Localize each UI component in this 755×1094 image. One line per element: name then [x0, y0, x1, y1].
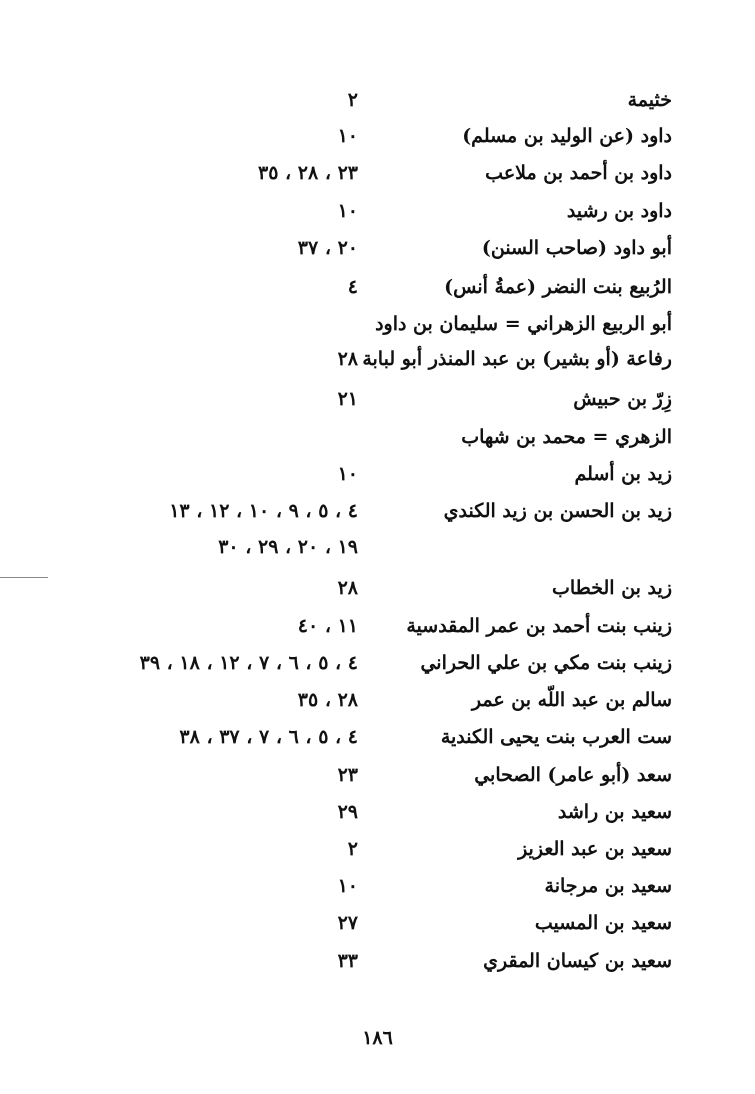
entry-pages: ٢٣: [337, 764, 358, 786]
index-entry: [0, 868, 755, 904]
entry-name: سعيد بن المسيب: [534, 912, 672, 934]
entry-name: أبو داود (صاحب السنن): [481, 237, 672, 259]
entry-name: رفاعة (أو بشير) بن عبد المنذر أبو لبابة: [362, 348, 672, 370]
entry-name: سالم بن عبد اللّه بن عمر: [471, 689, 672, 711]
index-entry-continuation: [0, 529, 755, 565]
entry-pages: ١٠: [337, 125, 358, 147]
entry-pages: ١٩ ، ٢٠ ، ٢٩ ، ٣٠: [218, 536, 358, 558]
entry-name: ست العرب بنت يحيى الكندية: [440, 726, 672, 748]
entry-pages: ٤ ، ٥ ، ٦ ، ٧ ، ٣٧ ، ٣٨: [179, 726, 358, 748]
entry-name: سعد (أبو عامر) الصحابي: [474, 764, 672, 786]
index-entry: [0, 118, 755, 154]
entry-name: خثيمة: [627, 89, 672, 111]
index-entry: [0, 493, 755, 529]
index-entry: [0, 419, 755, 455]
entry-pages: ٤ ، ٥ ، ٦ ، ٧ ، ١٢ ، ١٨ ، ٣٩: [139, 652, 358, 674]
entry-pages: ٤ ، ٥ ، ٩ ، ١٠ ، ١٢ ، ١٣: [169, 500, 358, 522]
index-entry: [0, 905, 755, 941]
entry-pages: ٢١: [337, 388, 358, 410]
entry-pages: ١١ ، ٤٠: [297, 615, 358, 637]
index-entry: [0, 230, 755, 266]
index-entry: [0, 831, 755, 867]
index-entry: [0, 757, 755, 793]
index-entry: [0, 456, 755, 492]
entry-pages: ٢٨: [337, 577, 358, 599]
index-entry: [0, 719, 755, 755]
entry-pages: ٢٨ ، ٣٥: [297, 689, 358, 711]
entry-name: سعيد بن مرجانة: [544, 875, 672, 897]
entry-pages: ٢٠ ، ٣٧: [297, 237, 358, 259]
index-entry: [0, 341, 755, 377]
entry-pages: ٣٣: [337, 950, 358, 972]
index-entry: [0, 794, 755, 830]
entry-pages: ٢٣ ، ٢٨ ، ٣٥: [257, 162, 358, 184]
entry-pages: ١٠: [337, 200, 358, 222]
index-entry: [0, 682, 755, 718]
index-entry: [0, 82, 755, 118]
index-entry: [0, 608, 755, 644]
entry-name: زِرّ بن حبيش: [573, 388, 672, 410]
index-entry: [0, 193, 755, 229]
entry-name: داود (عن الوليد بن مسلم): [462, 125, 672, 147]
entry-name: الرُبيع بنت النضر (عمةُ أنس): [444, 276, 672, 298]
page-number: ١٨٦: [362, 1027, 393, 1049]
entry-pages: ٢: [347, 838, 358, 860]
entry-name: زيد بن الخطاب: [551, 577, 672, 599]
index-entry: [0, 645, 755, 681]
entry-pages: ٢٧: [337, 912, 358, 934]
index-entry: [0, 155, 755, 191]
index-entry: [0, 943, 755, 979]
entry-name: زينب بنت مكي بن علي الحراني: [420, 652, 672, 674]
entry-name: سعيد بن راشد: [557, 801, 672, 823]
index-entry: [0, 381, 755, 417]
index-entry: [0, 306, 755, 342]
entry-pages: ٢٨: [337, 348, 358, 370]
entry-pages: ٢٩: [337, 801, 358, 823]
entry-pages: ٤: [347, 276, 358, 298]
entry-name: سعيد بن عبد العزيز: [518, 838, 672, 860]
entry-name: الزهري = محمد بن شهاب: [461, 426, 672, 448]
entry-name: داود بن رشيد: [566, 200, 672, 222]
entry-pages: ١٠: [337, 875, 358, 897]
index-entry: [0, 269, 755, 305]
entry-pages: ٢: [347, 89, 358, 111]
entry-name: زينب بنت أحمد بن عمر المقدسية: [406, 615, 672, 637]
index-entry: [0, 570, 755, 606]
entry-name: سعيد بن كيسان المقري: [483, 950, 672, 972]
entry-name: زيد بن أسلم: [574, 463, 672, 485]
entry-name: زيد بن الحسن بن زيد الكندي: [443, 500, 672, 522]
entry-name: داود بن أحمد بن ملاعب: [485, 162, 672, 184]
entry-pages: ١٠: [337, 463, 358, 485]
entry-name: أبو الربيع الزهراني = سليمان بن داود: [375, 313, 672, 335]
